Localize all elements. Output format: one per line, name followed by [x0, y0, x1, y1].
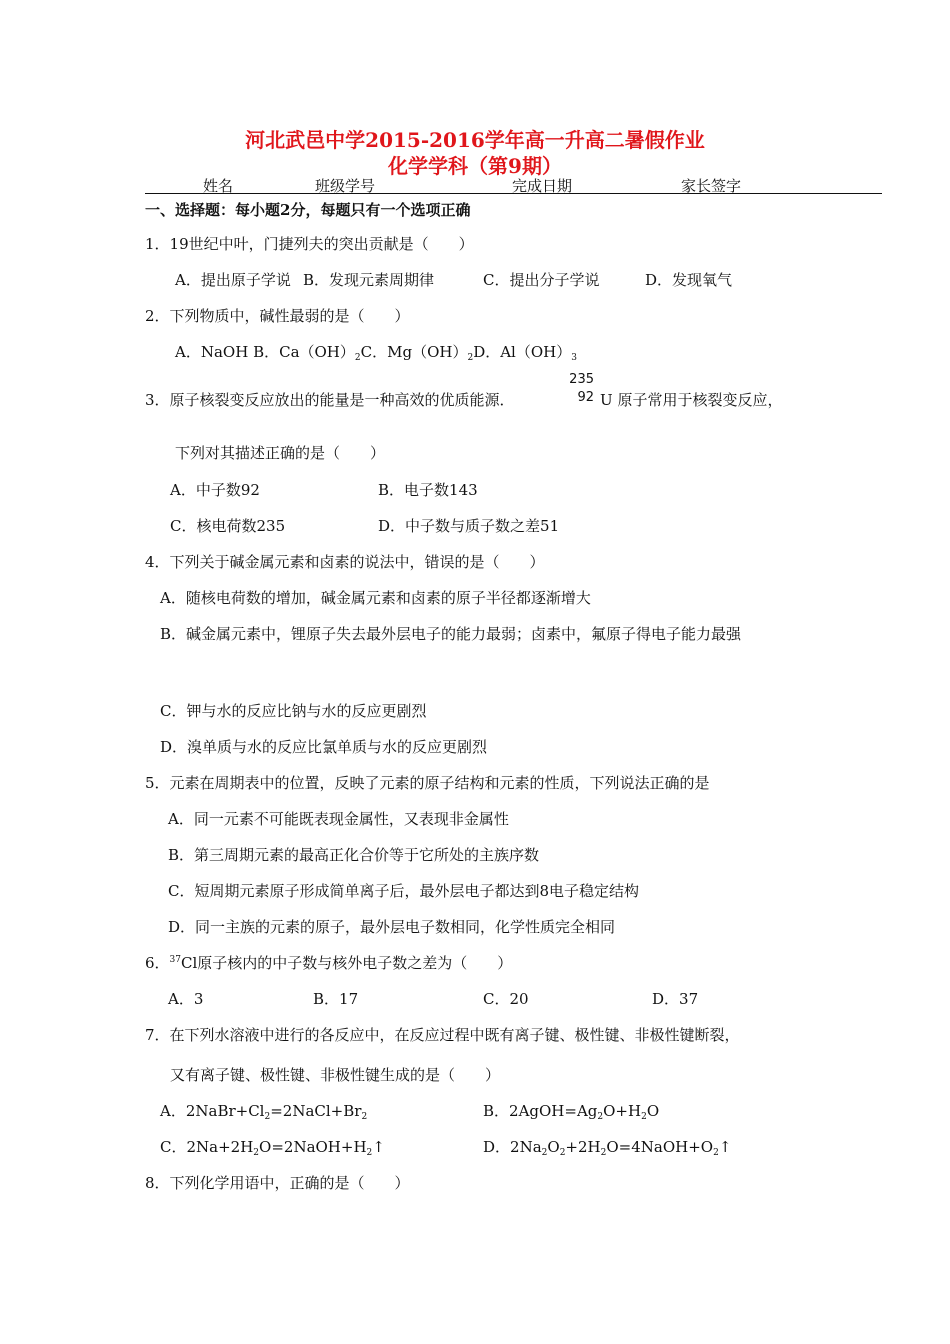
q3-stem-continued: U 原子常用于核裂变反应， — [600, 391, 783, 409]
q3-stem-line2: 下列对其描述正确的是（ ） — [175, 444, 386, 462]
element-symbol: U — [600, 391, 613, 409]
question-1: 1．19世纪中叶，门捷列夫的突出贡献是（ ） — [145, 235, 474, 253]
q7-option-c: C．$2Na+2H_2O=2NaOH+H_2↑$ — [160, 1138, 385, 1158]
class-id-label: 班级学号 — [315, 177, 376, 195]
q2-option-a: A．NaOH — [175, 343, 249, 361]
q4-option-d: D．溴单质与水的反应比氯单质与水的反应更剧烈 — [160, 738, 488, 756]
q2-option-d: D．$Al(OH)_3$ — [473, 343, 577, 363]
q2-option-c: C．$Mg(OH)_2$ — [360, 343, 474, 363]
page-title: 河北武邑中学2015-2016学年高一升高二暑假作业 — [245, 128, 705, 152]
uranium-nuclide-notation — [566, 372, 594, 405]
q7-option-b: B．$2AgOH=Ag_2O+H_2O$ — [483, 1102, 660, 1122]
question-3: 3．原子核裂变反应放出的能量是一种高效的优质能源． — [145, 391, 515, 409]
q7-option-d: D．$2Na_2O_2+2H_2O=4NaOH+O_2↑$ — [483, 1138, 732, 1158]
parent-signature-label: 家长签字 — [681, 177, 742, 195]
mass-number: 235 — [569, 372, 594, 387]
q5-option-c: C．短周期元素原子形成简单离子后，最外层电子都达到8电子稳定结构 — [168, 882, 640, 900]
student-info-row — [145, 173, 882, 194]
q2-option-b: B．$Ca(OH)_2$ — [253, 343, 361, 363]
question-2: 2．下列物质中，碱性最弱的是（ ） — [145, 307, 410, 325]
q1-option-c: C．提出分子学说 — [483, 271, 600, 289]
q6-option-b: B．17 — [313, 990, 359, 1008]
mass-number-superscript: 37 — [169, 955, 181, 965]
q3-option-a: A．中子数92 — [170, 481, 260, 499]
q4-option-b: B．碱金属元素中，锂原子失去最外层电子的能力最弱；卤素中，氟原子得电子能力最强 — [160, 625, 742, 643]
atomic-number: 92 — [577, 390, 594, 405]
q6-option-c: C．20 — [483, 990, 529, 1008]
q2-options — [175, 341, 577, 363]
q3-option-b: B．电子数143 — [378, 481, 478, 499]
q4-option-c: C．钾与水的反应比钠与水的反应更剧烈 — [160, 702, 427, 720]
question-4: 4．下列关于碱金属元素和卤素的说法中，错误的是（ ） — [145, 553, 545, 571]
q1-option-b: B．发现元素周期律 — [303, 271, 435, 289]
q6-option-a: A．3 — [168, 990, 204, 1008]
q5-option-a: A．同一元素不可能既表现金属性，又表现非金属性 — [168, 810, 509, 828]
q1-option-d: D．发现氧气 — [645, 271, 733, 289]
q3-option-c: C．核电荷数235 — [170, 517, 286, 535]
page-subtitle: 化学学科（第9期） — [388, 154, 562, 178]
q5-option-b: B．第三周期元素的最高正化合价等于它所处的主族序数 — [168, 846, 540, 864]
section-heading: 一、选择题：每小题2分，每题只有一个选项正确 — [145, 201, 471, 219]
q5-option-d: D．同一主族的元素的原子，最外层电子数相同，化学性质完全相同 — [168, 918, 616, 936]
question-7: 7．在下列水溶液中进行的各反应中，在反应过程中既有离子键、极性键、非极性键断裂， — [145, 1026, 740, 1044]
q3-option-d: D．中子数与质子数之差51 — [378, 517, 560, 535]
q6-option-d: D．37 — [652, 990, 699, 1008]
name-label: 姓名 — [203, 177, 234, 195]
question-5: 5．元素在周期表中的位置，反映了元素的原子结构和元素的性质，下列说法正确的是 — [145, 774, 710, 792]
q7-option-a: A．$2NaBr+Cl_2=2NaCl+Br_2$ — [160, 1102, 368, 1122]
q4-option-a: A．随核电荷数的增加，碱金属元素和卤素的原子半径都逐渐增大 — [160, 589, 591, 607]
q7-stem-line2: 又有离子键、极性键、非极性键生成的是（ ） — [170, 1066, 501, 1084]
question-6: 6．$^{37}$Cl原子核内的中子数与核外电子数之差为（ ） — [145, 954, 513, 972]
q1-option-a: A．提出原子学说 — [175, 271, 291, 289]
question-8: 8．下列化学用语中，正确的是（ ） — [145, 1174, 410, 1192]
completion-date-label: 完成日期 — [512, 177, 573, 195]
